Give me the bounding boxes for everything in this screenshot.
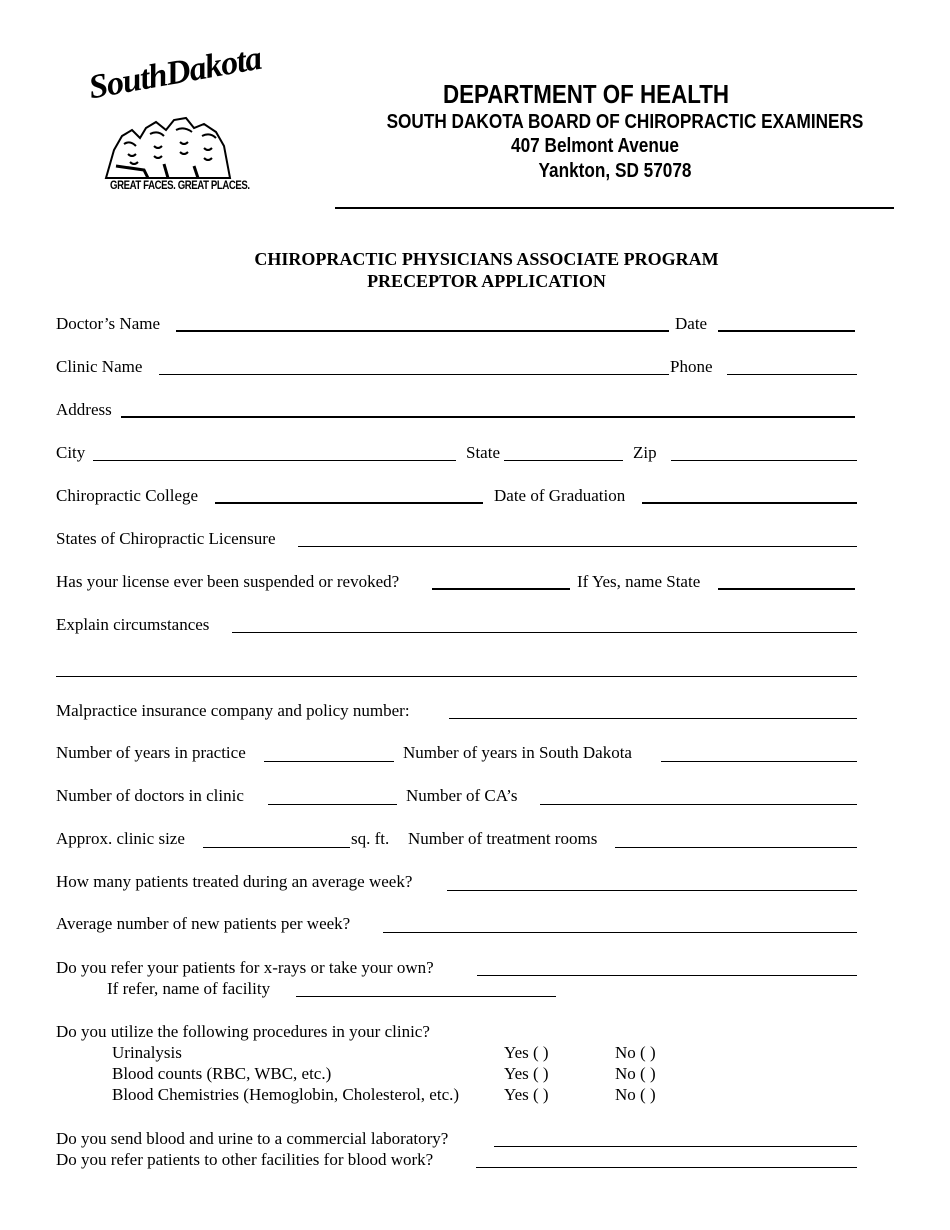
- treatment-rooms-label: Number of treatment rooms: [408, 829, 598, 848]
- patients-week-label: How many patients treated during an average week?: [56, 872, 413, 891]
- new-patients-label: Average number of new patients per week?: [56, 914, 351, 933]
- state-field[interactable]: [504, 460, 623, 461]
- state-label: State: [466, 443, 500, 462]
- clinic-name-label: Clinic Name: [56, 357, 143, 376]
- procedure-name: Urinalysis: [112, 1043, 182, 1062]
- if-yes-state-field[interactable]: [718, 588, 855, 590]
- explain-field-line-1[interactable]: [232, 632, 857, 633]
- logo-script: SouthDakota: [86, 39, 264, 107]
- explain-label: Explain circumstances: [56, 615, 210, 634]
- malpractice-field[interactable]: [449, 718, 857, 719]
- procedure-name: Blood Chemistries (Hemoglobin, Cholesterol, etc.): [112, 1085, 460, 1104]
- sqft-label: sq. ft.: [351, 829, 390, 848]
- address-label: Address: [56, 400, 112, 419]
- blood-refer-field[interactable]: [476, 1167, 857, 1168]
- years-practice-label: Number of years in practice: [56, 743, 246, 762]
- procedure-name: Blood counts (RBC, WBC, etc.): [112, 1064, 332, 1083]
- graduation-date-field[interactable]: [642, 502, 857, 504]
- date-field[interactable]: [718, 330, 855, 332]
- doctors-name-label: Doctor’s Name: [56, 314, 161, 333]
- refer-facility-field[interactable]: [296, 996, 556, 997]
- department-title: DEPARTMENT OF HEALTH: [442, 79, 730, 109]
- procedure-yes-checkbox[interactable]: Yes ( ): [504, 1085, 549, 1104]
- if-yes-state-label: If Yes, name State: [577, 572, 701, 591]
- refer-facility-label: If refer, name of facility: [107, 979, 271, 998]
- blood-lab-field[interactable]: [494, 1146, 857, 1147]
- form-title-line-2: PRECEPTOR APPLICATION: [367, 271, 606, 291]
- procedures-question: Do you utilize the following procedures in your clinic?: [56, 1022, 430, 1041]
- new-patients-field[interactable]: [383, 932, 857, 933]
- address-line-2: Yankton, SD 57078: [538, 160, 692, 182]
- procedure-yes-checkbox[interactable]: Yes ( ): [504, 1064, 549, 1083]
- clinic-name-field[interactable]: [159, 374, 669, 375]
- chiro-college-label: Chiropractic College: [56, 486, 199, 505]
- states-licensure-field[interactable]: [298, 546, 857, 547]
- years-sd-field[interactable]: [661, 761, 857, 762]
- patients-week-field[interactable]: [447, 890, 857, 891]
- address-line-1: 407 Belmont Avenue: [511, 135, 679, 157]
- years-practice-field[interactable]: [264, 761, 394, 762]
- mount-rushmore-icon: [104, 100, 234, 180]
- num-cas-label: Number of CA’s: [406, 786, 518, 805]
- phone-field[interactable]: [727, 374, 857, 375]
- treatment-rooms-field[interactable]: [615, 847, 857, 848]
- date-label: Date: [675, 314, 708, 333]
- board-title: SOUTH DAKOTA BOARD OF CHIROPRACTIC EXAMINERS: [386, 111, 864, 133]
- logo-tagline: GREAT FACES. GREAT PLACES.: [110, 178, 250, 192]
- blood-refer-label: Do you refer patients to other facilities for blood work?: [56, 1150, 434, 1169]
- procedure-no-checkbox[interactable]: No ( ): [615, 1043, 656, 1062]
- clinic-size-field[interactable]: [203, 847, 350, 848]
- xrays-label: Do you refer your patients for x-rays or take your own?: [56, 958, 434, 977]
- address-field[interactable]: [121, 416, 855, 418]
- graduation-date-label: Date of Graduation: [494, 486, 626, 505]
- city-field[interactable]: [93, 460, 456, 461]
- form-title-line-1: CHIROPRACTIC PHYSICIANS ASSOCIATE PROGRAM: [254, 249, 719, 269]
- south-dakota-logo: [86, 39, 264, 200]
- procedure-yes-checkbox[interactable]: Yes ( ): [504, 1043, 549, 1062]
- num-doctors-label: Number of doctors in clinic: [56, 786, 244, 805]
- num-cas-field[interactable]: [540, 804, 857, 805]
- procedure-no-checkbox[interactable]: No ( ): [615, 1064, 656, 1083]
- clinic-size-label: Approx. clinic size: [56, 829, 185, 848]
- states-licensure-label: States of Chiropractic Licensure: [56, 529, 276, 548]
- chiro-college-field[interactable]: [215, 502, 483, 504]
- procedure-no-checkbox[interactable]: No ( ): [615, 1085, 656, 1104]
- license-suspended-field[interactable]: [432, 588, 570, 590]
- num-doctors-field[interactable]: [268, 804, 397, 805]
- explain-field-line-2[interactable]: [56, 676, 857, 677]
- xrays-field[interactable]: [477, 975, 857, 976]
- city-label: City: [56, 443, 86, 462]
- doctors-name-field[interactable]: [176, 330, 669, 332]
- blood-lab-label: Do you send blood and urine to a commercial laboratory?: [56, 1129, 449, 1148]
- malpractice-label: Malpractice insurance company and policy number:: [56, 701, 410, 720]
- zip-field[interactable]: [671, 460, 857, 461]
- zip-label: Zip: [633, 443, 657, 462]
- phone-label: Phone: [670, 357, 713, 376]
- license-suspended-label: Has your license ever been suspended or revoked?: [56, 572, 400, 591]
- years-sd-label: Number of years in South Dakota: [403, 743, 632, 762]
- header-divider: [335, 207, 894, 209]
